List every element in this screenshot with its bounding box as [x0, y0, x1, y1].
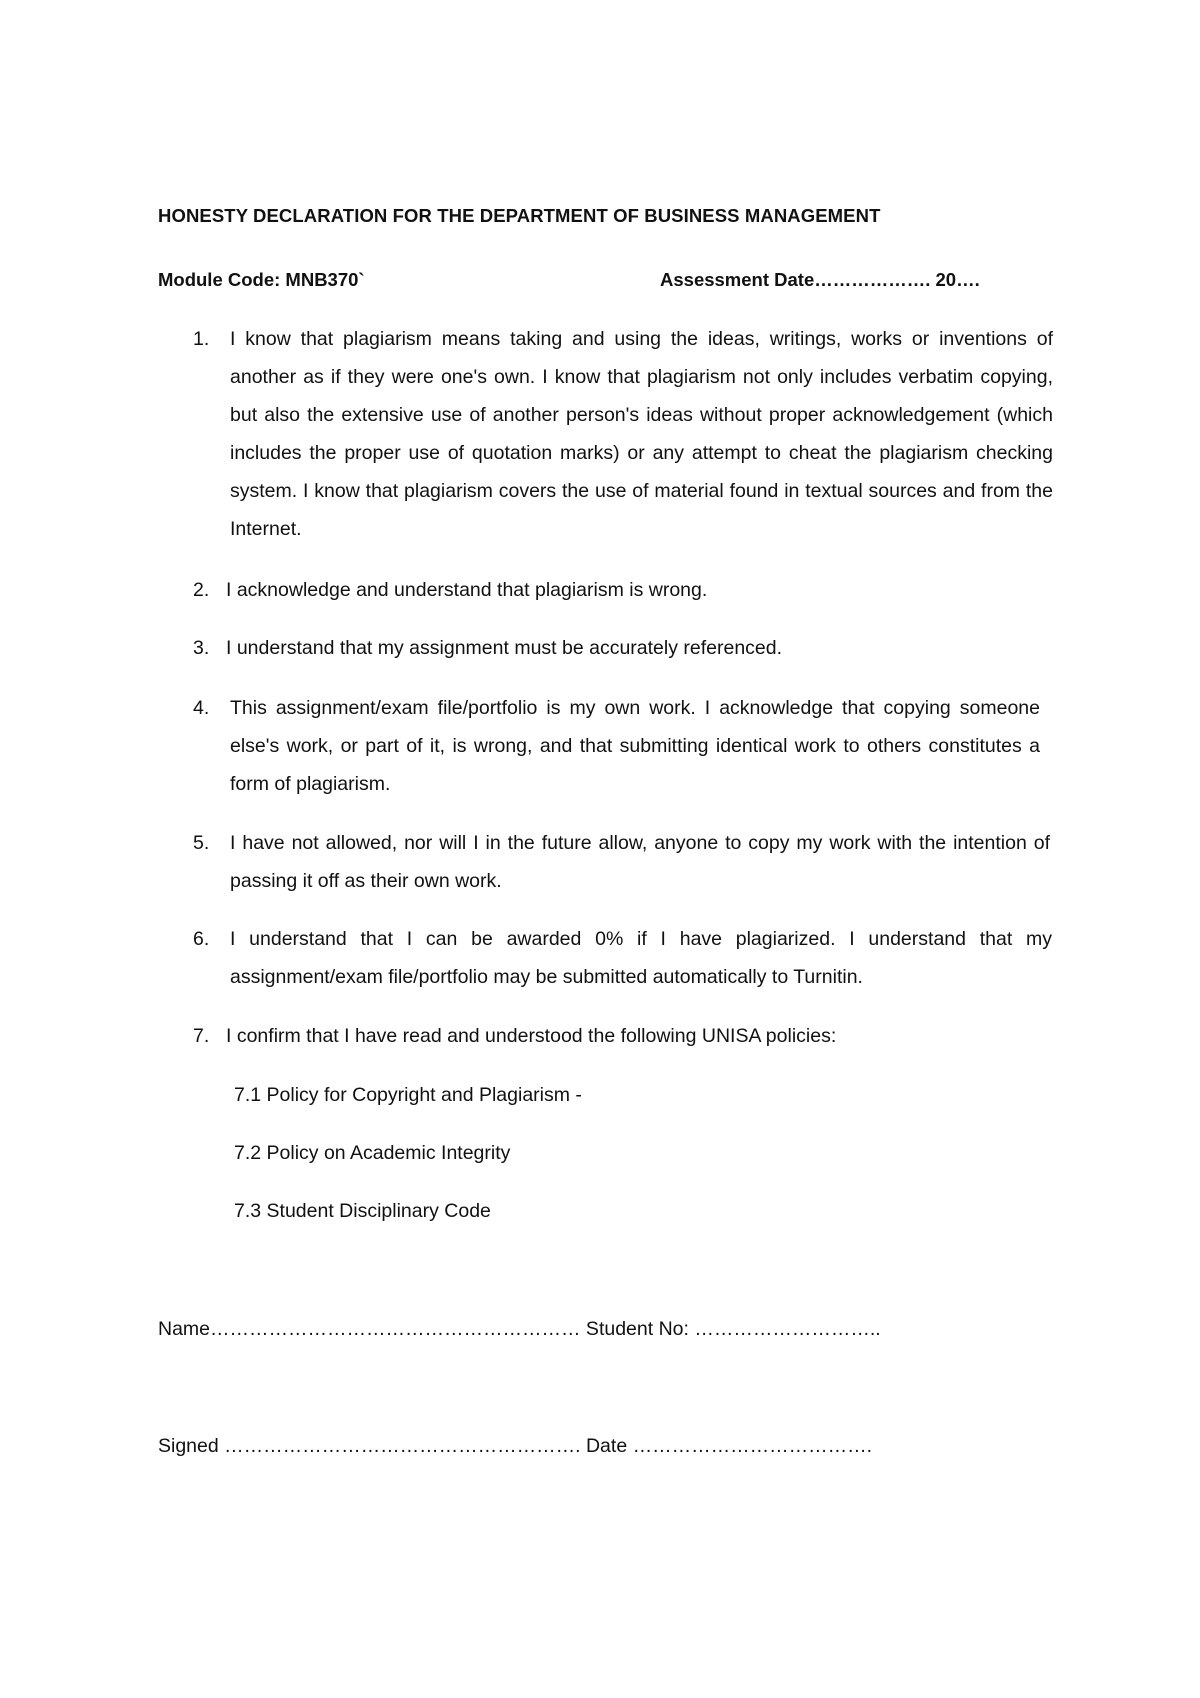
- item-text: This assignment/exam file/portfolio is my own work. I acknowledge that copying someone else's work, or part of it, is wrong, and that submitting identical work to others constitutes a form of plagiarism.: [230, 697, 1040, 795]
- name-student-no-line: Name………………………………………………… Student No: ………………………..: [158, 1318, 881, 1340]
- signed-date-line: Signed ………………………………………………. Date ……………………………….: [158, 1435, 872, 1457]
- item-number: 2.: [193, 579, 210, 601]
- item-text: I understand that my assignment must be accurately referenced.: [226, 637, 783, 659]
- policy-item-7-1: 7.1 Policy for Copyright and Plagiarism -: [234, 1084, 582, 1106]
- policy-item-7-3: 7.3 Student Disciplinary Code: [234, 1200, 491, 1222]
- policy-item-7-2: 7.2 Policy on Academic Integrity: [234, 1142, 511, 1164]
- item-text: I acknowledge and understand that plagiarism is wrong.: [226, 579, 708, 601]
- module-code: Module Code: MNB370`: [158, 269, 365, 290]
- item-number: 7.: [193, 1025, 210, 1047]
- item-number: 5.: [193, 832, 210, 854]
- item-number: 1.: [193, 328, 210, 350]
- assessment-date: Assessment Date………………. 20….: [660, 269, 980, 290]
- item-text: I understand that I can be awarded 0% if I have plagiarized. I understand that my assignment/exam file/portfolio may be submitted automatically to Turnitin.: [230, 928, 1052, 988]
- document-title: HONESTY DECLARATION FOR THE DEPARTMENT OF BUSINESS MANAGEMENT: [158, 205, 881, 226]
- item-number: 6.: [193, 928, 210, 950]
- item-text: I confirm that I have read and understood the following UNISA policies:: [226, 1025, 837, 1047]
- item-text: I know that plagiarism means taking and using the ideas, writings, works or inventions of another as if they were one's own. I know that plagiarism not only includes verbatim copying, but also the extensive use of another person's ideas without proper acknowledgement (which includes the proper use of quotation marks) or any attempt to cheat the plagiarism checking system. I know that plagiarism covers the use of material found in textual sources and from the Internet.: [230, 328, 1053, 540]
- item-number: 4.: [193, 697, 210, 719]
- item-number: 3.: [193, 637, 210, 659]
- item-text: I have not allowed, nor will I in the future allow, anyone to copy my work with the intention of passing it off as their own work.: [230, 832, 1050, 892]
